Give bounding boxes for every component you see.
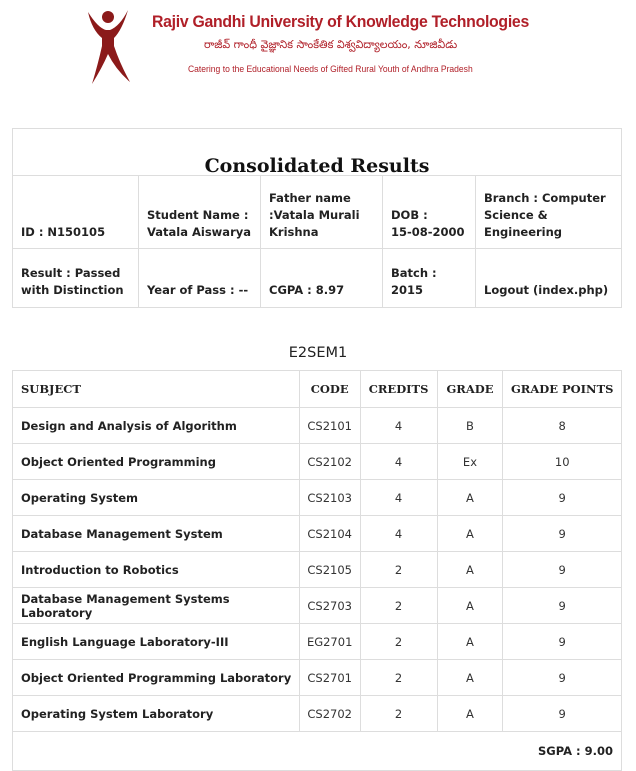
subject-cell: Operating System [13, 480, 300, 516]
header-credits: CREDITS [360, 371, 437, 408]
branch: Branch : Computer Science & Engineering [476, 176, 622, 249]
subject-cell: Design and Analysis of Algorithm [13, 408, 300, 444]
header-code: CODE [299, 371, 360, 408]
code-cell: CS2702 [299, 696, 360, 732]
code-cell: CS2701 [299, 660, 360, 696]
credits-cell: 2 [360, 552, 437, 588]
table-row [13, 552, 622, 588]
grade-cell: A [437, 588, 503, 624]
table-row [13, 408, 622, 444]
year-of-pass: Year of Pass : -- [139, 249, 261, 308]
credits-cell: 4 [360, 444, 437, 480]
results-table [12, 370, 622, 771]
credits-cell: 4 [360, 408, 437, 444]
logout-link[interactable]: Logout (index.php) [476, 249, 622, 308]
credits-cell: 2 [360, 660, 437, 696]
table-row [13, 660, 622, 696]
sgpa-value: SGPA : 9.00 [13, 732, 622, 771]
grade-points-cell: 9 [503, 480, 622, 516]
code-cell: CS2105 [299, 552, 360, 588]
grade-cell: A [437, 516, 503, 552]
results-header-row [13, 371, 622, 408]
father-name: Father name :Vatala Murali Krishna [261, 176, 383, 249]
subject-cell: Database Management System [13, 516, 300, 552]
grade-points-cell: 9 [503, 516, 622, 552]
code-cell: CS2101 [299, 408, 360, 444]
table-row [13, 588, 622, 624]
sgpa-row [13, 732, 622, 771]
student-info-table [12, 128, 622, 308]
grade-points-cell: 9 [503, 624, 622, 660]
code-cell: EG2701 [299, 624, 360, 660]
header-grade: GRADE [437, 371, 503, 408]
semester-title: E2SEM1 [288, 345, 348, 361]
header-grade-points: GRADE POINTS [503, 371, 622, 408]
subject-cell: Object Oriented Programming Laboratory [13, 660, 300, 696]
table-row [13, 696, 622, 732]
subject-cell: Introduction to Robotics [13, 552, 300, 588]
student-name: Student Name : Vatala Aiswarya [139, 176, 261, 249]
grade-cell: A [437, 480, 503, 516]
table-row [13, 444, 622, 480]
code-cell: CS2103 [299, 480, 360, 516]
grade-cell: A [437, 696, 503, 732]
subject-cell: English Language Laboratory-III [13, 624, 300, 660]
credits-cell: 4 [360, 480, 437, 516]
grade-cell: Ex [437, 444, 503, 480]
university-logo-icon [84, 8, 132, 86]
code-cell: CS2104 [299, 516, 360, 552]
subject-cell: Object Oriented Programming [13, 444, 300, 480]
code-cell: CS2703 [299, 588, 360, 624]
page-title: Consolidated Results [13, 129, 622, 176]
grade-cell: A [437, 552, 503, 588]
subject-cell: Operating System Laboratory [13, 696, 300, 732]
credits-cell: 2 [360, 588, 437, 624]
credits-cell: 4 [360, 516, 437, 552]
result-status: Result : Passed with Distinction [13, 249, 139, 308]
table-row [13, 480, 622, 516]
table-row [13, 624, 622, 660]
university-tagline: Catering to the Educational Needs of Gifted Rural Youth of Andhra Pradesh [188, 64, 473, 75]
university-name: Rajiv Gandhi University of Knowledge Technologies [152, 12, 529, 31]
dob-label: DOB : [391, 208, 428, 222]
dob-value: 15-08-2000 [391, 225, 465, 239]
student-id: ID : N150105 [13, 176, 139, 249]
code-cell: CS2102 [299, 444, 360, 480]
header-subject: SUBJECT [13, 371, 300, 408]
credits-cell: 2 [360, 624, 437, 660]
cgpa: CGPA : 8.97 [261, 249, 383, 308]
credits-cell: 2 [360, 696, 437, 732]
grade-points-cell: 9 [503, 588, 622, 624]
table-row [13, 516, 622, 552]
date-of-birth [383, 176, 476, 249]
grade-cell: A [437, 624, 503, 660]
page-header [0, 0, 636, 100]
grade-cell: B [437, 408, 503, 444]
grade-points-cell: 9 [503, 696, 622, 732]
subject-cell: Database Management Systems Laboratory [13, 588, 300, 624]
university-name-telugu: రాజీవ్ గాంధీ వైజ్ఞానిక సాంకేతిక విశ్వవిద్యాలయం, నూజివీడు [204, 38, 458, 51]
grade-points-cell: 9 [503, 660, 622, 696]
grade-cell: A [437, 660, 503, 696]
grade-points-cell: 9 [503, 552, 622, 588]
batch: Batch : 2015 [383, 249, 476, 308]
grade-points-cell: 8 [503, 408, 622, 444]
grade-points-cell: 10 [503, 444, 622, 480]
